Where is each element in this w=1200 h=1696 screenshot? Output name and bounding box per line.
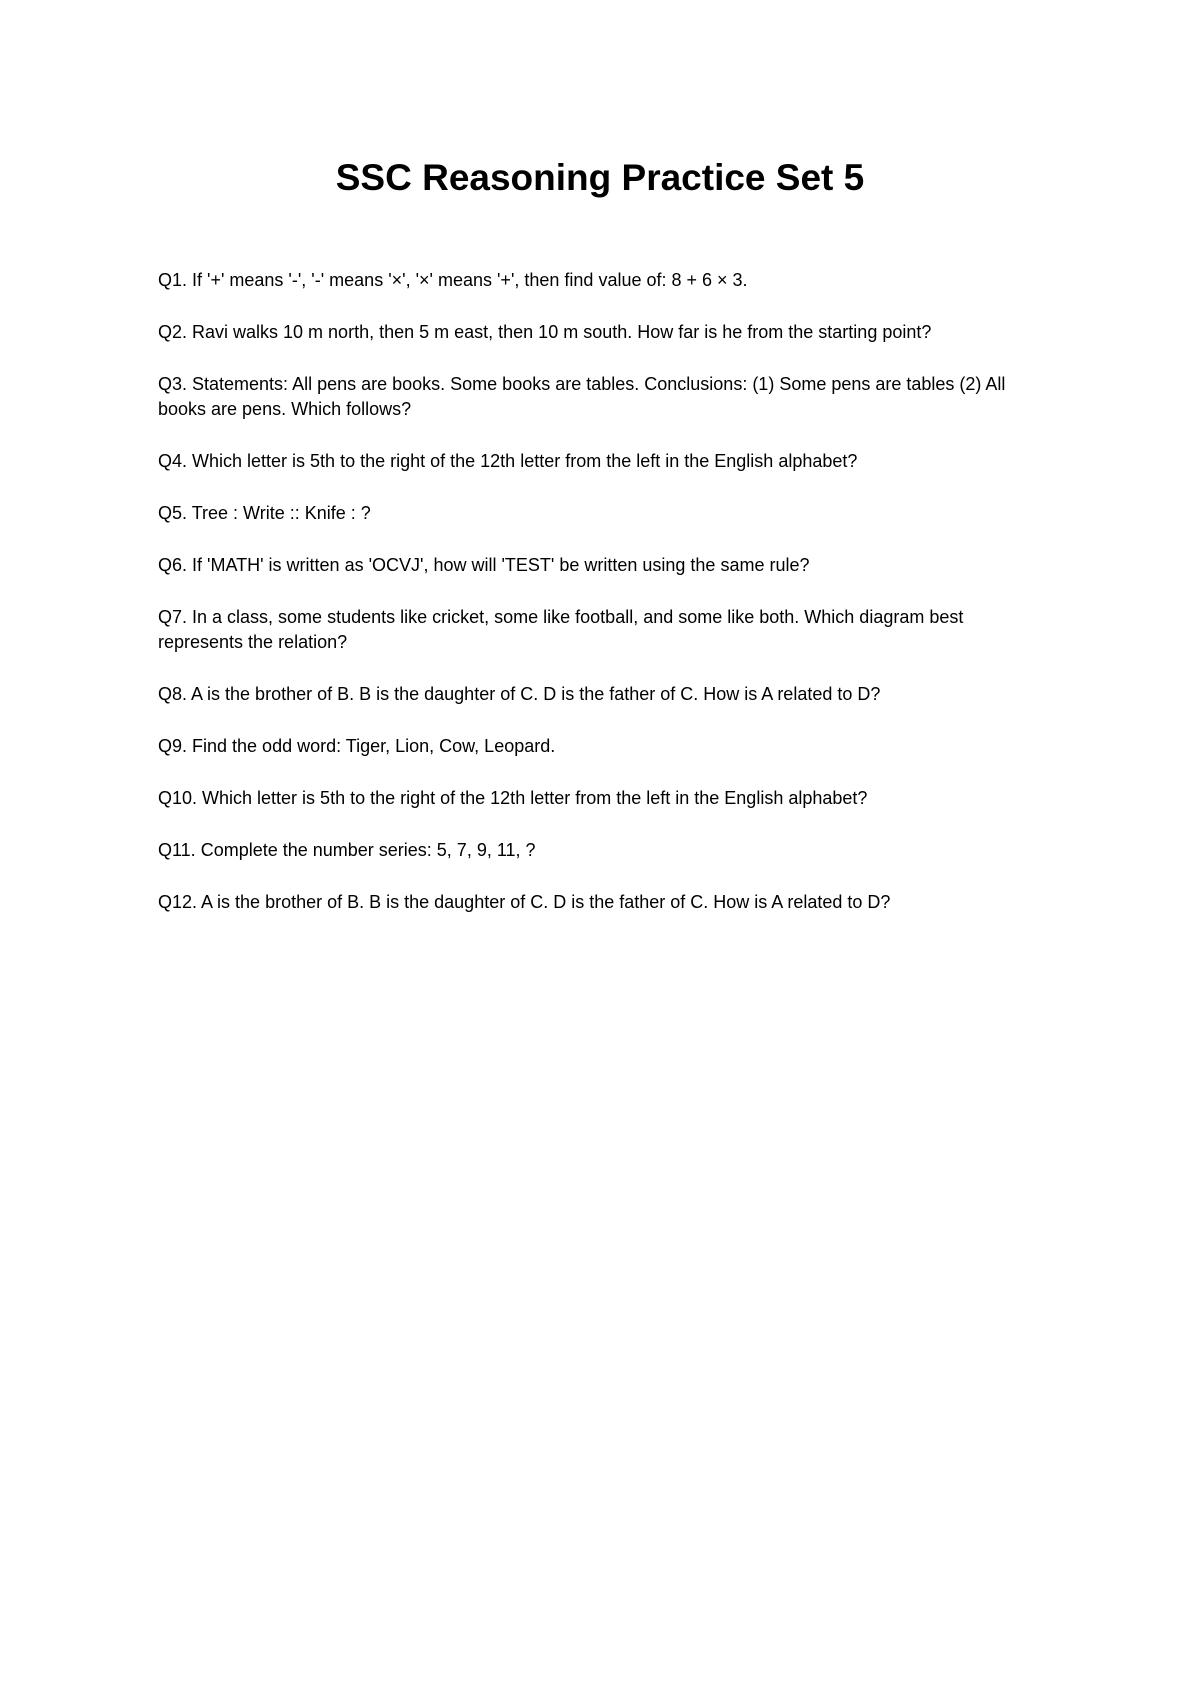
question-5: Q5. Tree : Write :: Knife : ? [158,503,371,523]
page-title: SSC Reasoning Practice Set 5 [335,157,865,198]
question-1: Q1. If '+' means '-', '-' means '×', '×' means '+', then find value of: 8 + 6 × 3. [158,270,748,290]
question-3: Q3. Statements: All pens are books. Some books are tables. Conclusions: (1) Some pens are tables (2) All books are pens. Which follows? [158,374,1006,419]
question-4: Q4. Which letter is 5th to the right of the 12th letter from the left in the English alphabet? [158,451,858,471]
question-2: Q2. Ravi walks 10 m north, then 5 m east, then 10 m south. How far is he from the starting point? [158,322,932,342]
question-12: Q12. A is the brother of B. B is the daughter of C. D is the father of C. How is A related to D? [158,892,891,912]
question-11: Q11. Complete the number series: 5, 7, 9, 11, ? [158,840,536,860]
question-8: Q8. A is the brother of B. B is the daughter of C. D is the father of C. How is A related to D? [158,684,881,704]
question-list [158,268,1048,942]
question-6: Q6. If 'MATH' is written as 'OCVJ', how will 'TEST' be written using the same rule? [158,555,810,575]
question-9: Q9. Find the odd word: Tiger, Lion, Cow, Leopard. [158,736,556,756]
question-7: Q7. In a class, some students like cricket, some like football, and some like both. Which diagram best represents the relation? [158,607,964,652]
question-10: Q10. Which letter is 5th to the right of the 12th letter from the left in the English alphabet? [158,788,868,808]
